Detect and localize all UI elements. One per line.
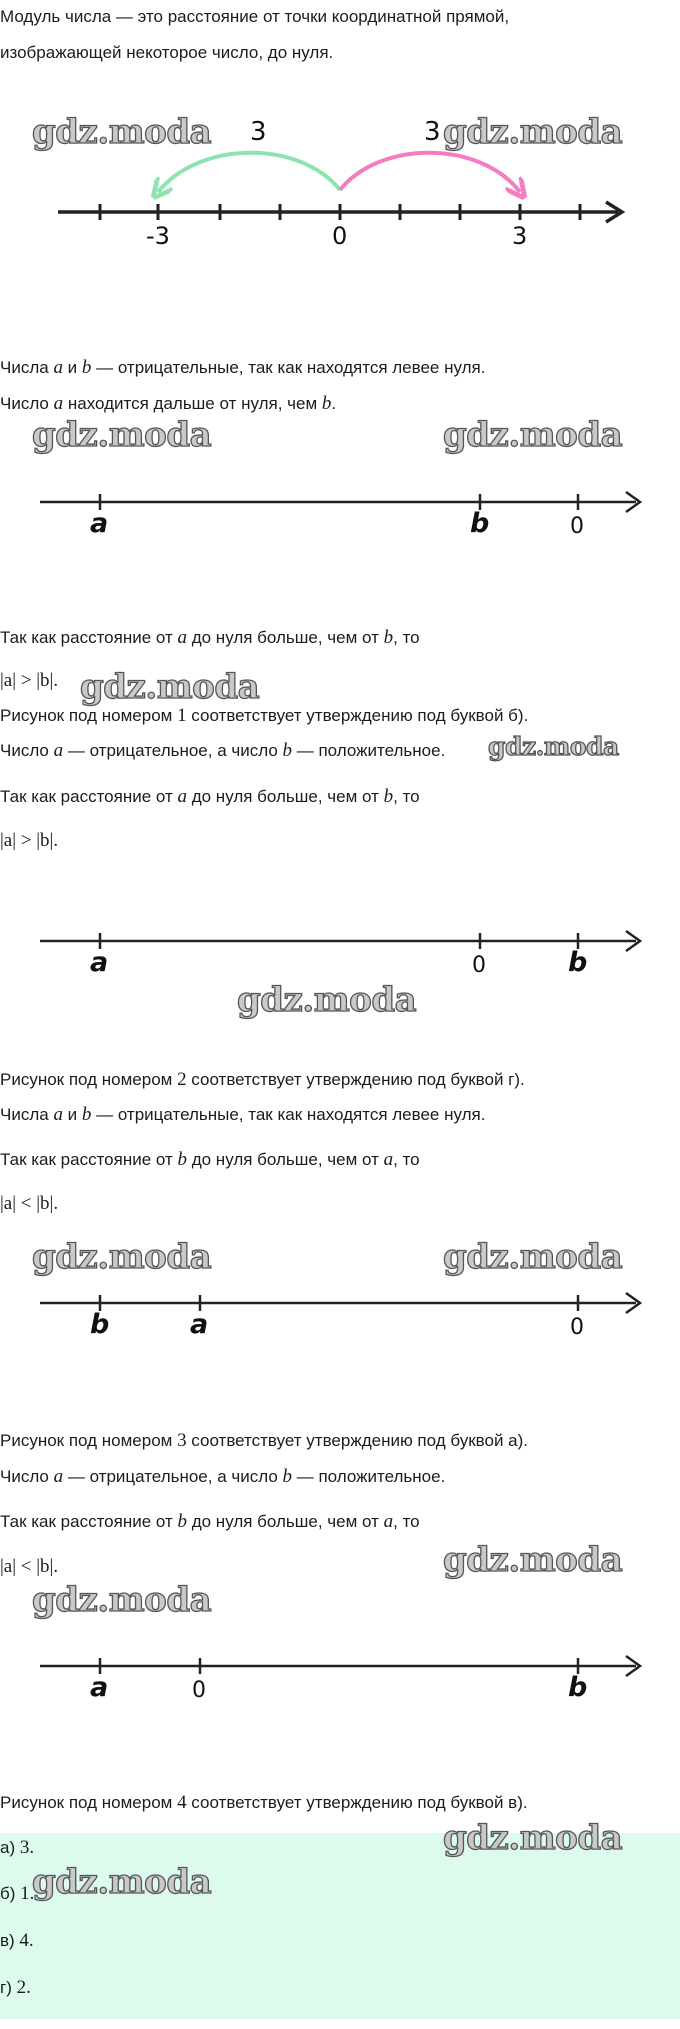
case3-number-line <box>0 1289 680 1349</box>
watermark: gdz.moda <box>443 1237 623 1277</box>
watermark: gdz.moda <box>443 112 623 152</box>
case1-inequality: |a| > |b|. <box>0 670 59 691</box>
tick-label-0: 0 <box>332 222 348 250</box>
watermark: gdz.moda <box>237 980 417 1020</box>
tick-label-minus-3: -3 <box>146 222 170 250</box>
case4-number-line <box>0 1652 680 1712</box>
answer-item: а) 3. <box>0 1837 35 1858</box>
axis-label-a: a <box>90 1672 109 1703</box>
case2-number-line <box>0 927 680 987</box>
axis-label-zero: 0 <box>570 1315 584 1340</box>
axis-label-zero: 0 <box>192 1678 206 1703</box>
case2-conclusion: Рисунок под номером 2 соответствует утверждению под буквой г). <box>0 1069 525 1090</box>
answer-item: б) 1. <box>0 1883 35 1904</box>
case1-line-2: Число a находится дальше от нуля, чем b. <box>0 393 337 414</box>
axis-label-a: a <box>90 508 109 539</box>
case4-inequality: |a| < |b|. <box>0 1556 59 1577</box>
tick-label-3: 3 <box>512 222 528 250</box>
watermark: gdz.moda <box>32 1580 212 1620</box>
watermark: gdz.moda <box>32 112 212 152</box>
axis-label-zero: 0 <box>570 514 584 539</box>
watermark: gdz.moda <box>443 1540 623 1580</box>
case4-conclusion: Рисунок под номером 4 соответствует утверждению под буквой в). <box>0 1792 528 1813</box>
answer-item: в) 4. <box>0 1930 34 1951</box>
left-distance-label: 3 <box>250 117 267 147</box>
case2-inequality: |a| > |b|. <box>0 830 59 851</box>
axis-label-b: b <box>470 508 490 539</box>
axis-label-b: b <box>568 947 588 978</box>
watermark: gdz.moda <box>32 1237 212 1277</box>
right-distance-arc <box>340 153 520 192</box>
case4-reason: Так как расстояние от b до нуля больше, чем от a, то <box>0 1511 420 1532</box>
case1-line-1: Числа a и b — отрицательные, так как находятся левее нуля. <box>0 357 486 378</box>
case2-reason: Так как расстояние от a до нуля больше, чем от b, то <box>0 786 420 807</box>
case3-reason: Так как расстояние от b до нуля больше, чем от a, то <box>0 1149 420 1170</box>
watermark: gdz.moda <box>80 667 260 707</box>
axis-label-a: a <box>90 947 109 978</box>
case3-conclusion: Рисунок под номером 3 соответствует утверждению под буквой а). <box>0 1430 529 1451</box>
axis-label-b: b <box>568 1672 588 1703</box>
watermark: gdz.moda <box>32 1862 212 1902</box>
axis-label-b: b <box>90 1309 110 1340</box>
case1-conclusion: Рисунок под номером 1 соответствует утверждению под буквой б). <box>0 705 529 726</box>
axis-label-zero: 0 <box>472 953 486 978</box>
left-distance-arc <box>158 153 340 192</box>
intro-line-1: Модуль числа — это расстояние от точки координатной прямой, <box>0 7 510 26</box>
watermark: gdz.moda <box>443 1818 623 1858</box>
case1-number-line <box>0 488 680 548</box>
answer-box <box>0 1833 680 2019</box>
case1-reason: Так как расстояние от a до нуля больше, чем от b, то <box>0 627 420 648</box>
case4-line-1: Число a — отрицательное, а число b — положительное. <box>0 1466 446 1487</box>
case3-inequality: |a| < |b|. <box>0 1193 59 1214</box>
right-distance-label: 3 <box>424 117 441 147</box>
watermark: gdz.moda <box>443 415 623 455</box>
answer-item: г) 2. <box>0 1977 31 1998</box>
case2-line-1: Число a — отрицательное, а число b — положительное. <box>0 740 446 761</box>
case3-line-1: Числа a и b — отрицательные, так как находятся левее нуля. <box>0 1104 486 1125</box>
axis-label-a: a <box>190 1309 209 1340</box>
intro-line-2: изображающей некоторое число, до нуля. <box>0 43 334 62</box>
watermark: gdz.moda <box>488 732 619 761</box>
watermark: gdz.moda <box>32 415 212 455</box>
